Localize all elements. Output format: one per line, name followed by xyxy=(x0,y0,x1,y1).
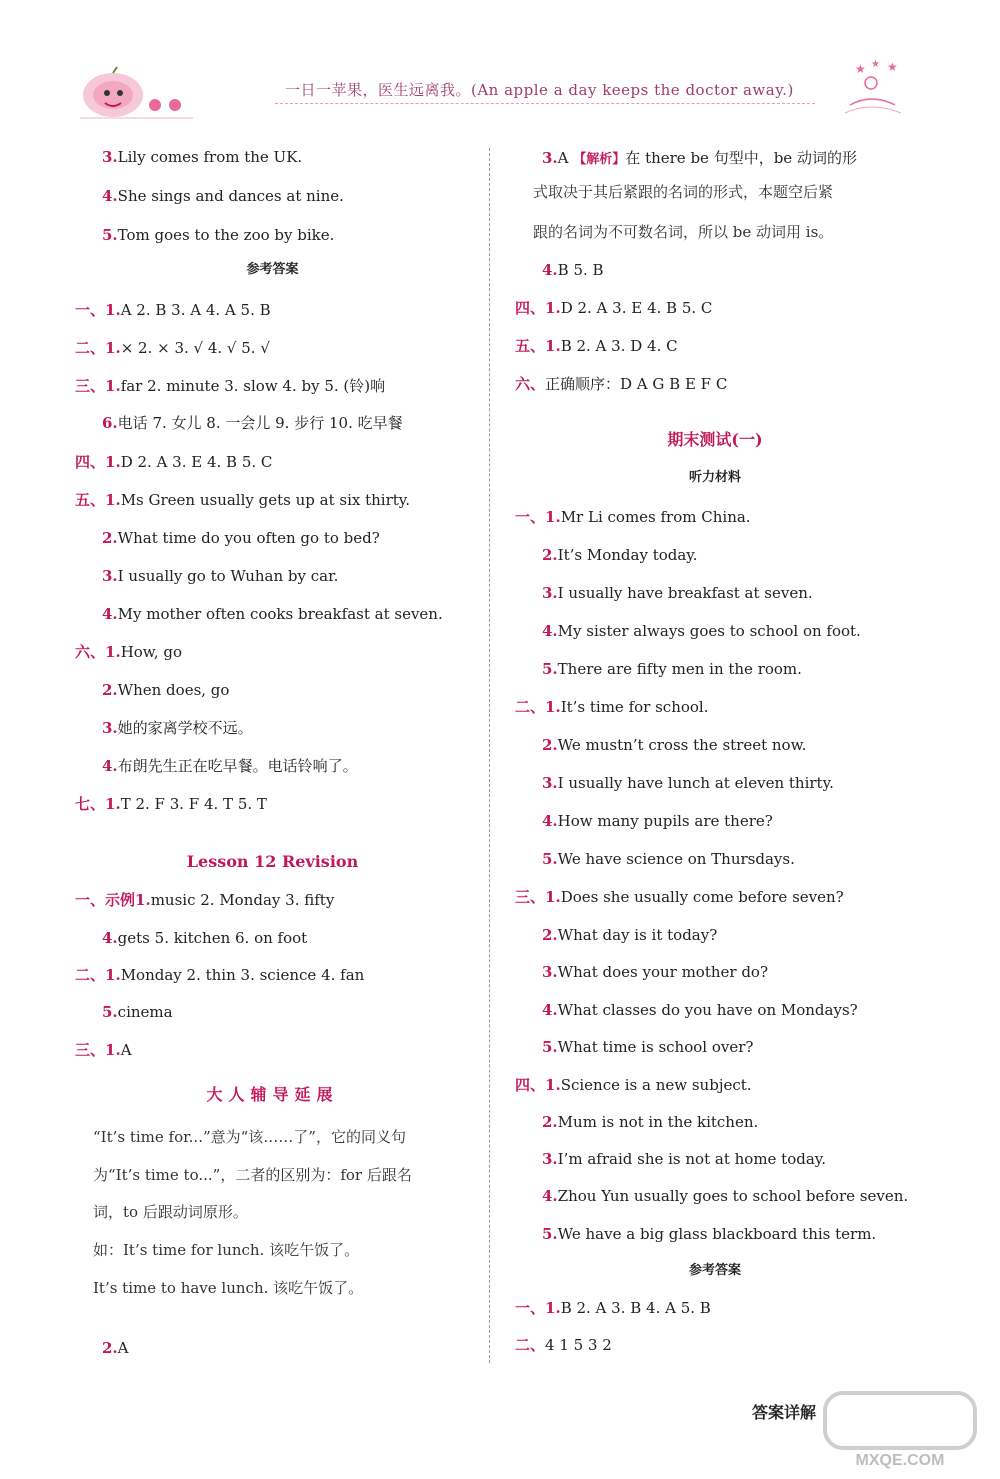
item-number: 2. xyxy=(102,1339,118,1357)
item-text: D 2. A 3. E 4. B 5. C xyxy=(560,299,713,317)
section-number: 五、 xyxy=(515,337,546,355)
item-number: 1. xyxy=(545,337,561,355)
item-text: gets 5. kitchen 6. on foot xyxy=(117,929,308,947)
item-number: 1. xyxy=(545,888,561,906)
item-text: What time is school over? xyxy=(557,1038,754,1056)
answer-line xyxy=(102,756,358,776)
item-text: A xyxy=(120,1041,132,1059)
item-number: 3. xyxy=(542,149,558,167)
lesson-title xyxy=(75,852,470,872)
svg-text:MXQE.COM: MXQE.COM xyxy=(855,1452,945,1469)
footer-label: 答案详解 xyxy=(752,1403,817,1422)
section-number: 二、 xyxy=(515,698,546,716)
item-number: 1. xyxy=(105,491,121,509)
answer-line xyxy=(102,1338,129,1358)
item-number: 3. xyxy=(542,584,558,602)
paragraph-text: “It’s time for...”意为“该……了”，它的同义句 xyxy=(93,1128,406,1146)
item-number: 1. xyxy=(105,643,121,661)
paragraph-text: 为“It’s time to...”，二者的区别为：for 后跟名 xyxy=(93,1166,412,1184)
paragraph-text: 词，to 后跟动词原形。 xyxy=(93,1203,248,1221)
section-number: 七、 xyxy=(75,795,106,813)
answer-line xyxy=(102,147,302,167)
answer-line xyxy=(102,604,443,624)
heading-text: 听力材料 xyxy=(688,470,741,485)
section-number: 四、 xyxy=(515,1076,546,1094)
answer-line xyxy=(75,890,334,910)
item-number: 1. xyxy=(545,508,561,526)
answer-line xyxy=(542,1037,753,1057)
item-text: far 2. minute 3. slow 4. by 5. (铃)响 xyxy=(120,377,386,395)
answer-line xyxy=(542,1112,758,1132)
item-number: 2. xyxy=(542,926,558,944)
answer-line xyxy=(515,1298,711,1318)
item-number: 2. xyxy=(542,736,558,754)
item-text: A xyxy=(557,149,574,167)
answer-line xyxy=(542,962,768,982)
item-number: 3. xyxy=(102,719,118,737)
item-text: I usually have lunch at eleven thirty. xyxy=(557,774,834,792)
item-text: Monday 2. thin 3. science 4. fan xyxy=(120,966,365,984)
header-rule xyxy=(275,103,815,104)
section-number: 一、 xyxy=(515,1299,546,1317)
answer-line xyxy=(542,148,857,170)
item-text: 4 1 5 3 2 xyxy=(545,1336,612,1354)
answer-line xyxy=(75,794,267,814)
answer-line xyxy=(542,621,861,641)
stars-decoration-icon xyxy=(835,57,925,119)
section-heading xyxy=(515,1261,915,1281)
answer-line xyxy=(102,413,403,433)
item-number: 1. xyxy=(105,339,121,357)
answer-line xyxy=(515,507,751,527)
answer-line xyxy=(542,849,795,869)
item-text: Science is a new subject. xyxy=(560,1076,752,1094)
paragraph-text: 式取决于其后紧跟的名词的形式，本题空后紧 xyxy=(533,183,834,201)
item-text: D 2. A 3. E 4. B 5. C xyxy=(120,453,273,471)
paragraph-line xyxy=(93,1165,412,1185)
paragraph-line xyxy=(93,1278,363,1298)
section-heading xyxy=(75,260,470,280)
answer-line xyxy=(515,336,678,356)
paragraph-line xyxy=(533,182,833,202)
item-text: B 2. A 3. B 4. A 5. B xyxy=(560,1299,711,1317)
item-text: What does your mother do? xyxy=(557,963,769,981)
analysis-tag: 【解析】 xyxy=(573,152,626,167)
section-number: 四、 xyxy=(75,453,106,471)
lesson-title-text: 期末测试(一) xyxy=(667,430,763,449)
answer-line xyxy=(542,659,802,679)
lesson-title xyxy=(515,430,915,450)
item-number: 4. xyxy=(102,929,118,947)
paragraph-line xyxy=(93,1202,248,1222)
item-number: 1. xyxy=(545,698,561,716)
answer-line xyxy=(102,566,338,586)
item-number: 1. xyxy=(135,891,151,909)
item-number: 3. xyxy=(102,148,118,166)
paragraph-line xyxy=(93,1127,406,1147)
item-text: cinema xyxy=(117,1003,173,1021)
section-number: 三、 xyxy=(515,888,546,906)
section-number: 四、 xyxy=(515,299,546,317)
item-text: We have a big glass blackboard this term. xyxy=(557,1225,877,1243)
section-number: 二、 xyxy=(75,966,106,984)
answer-line xyxy=(515,1335,612,1355)
item-text: B 2. A 3. D 4. C xyxy=(560,337,678,355)
section-number: 一、 xyxy=(515,508,546,526)
answer-line xyxy=(542,545,698,565)
svg-text:★: ★ xyxy=(855,62,866,76)
item-text: 布朗先生正在吃早餐。电话铃响了。 xyxy=(117,757,358,775)
item-text: My sister always goes to school on foot. xyxy=(557,622,861,640)
answer-line xyxy=(542,1224,876,1244)
heading-text: 参考答案 xyxy=(246,262,299,277)
item-text: B 5. B xyxy=(557,261,604,279)
answer-line xyxy=(102,680,229,700)
item-number: 5. xyxy=(542,1225,558,1243)
analysis-text: 在 there be 句型中，be 动词的形 xyxy=(625,149,857,167)
page-header xyxy=(0,55,1000,125)
item-text: I’m afraid she is not at home today. xyxy=(557,1150,827,1168)
lesson-title-text: Lesson 12 Revision xyxy=(186,852,359,871)
answer-line xyxy=(515,1075,752,1095)
svg-text:★: ★ xyxy=(871,59,880,70)
answer-line xyxy=(102,225,334,245)
section-number: 一、示例 xyxy=(75,891,136,909)
answer-line xyxy=(75,376,385,396)
heading-text: 参考答案 xyxy=(688,1263,741,1278)
item-text: I usually go to Wuhan by car. xyxy=(117,567,339,585)
item-text: Zhou Yun usually goes to school before seven. xyxy=(557,1187,909,1205)
item-number: 4. xyxy=(542,622,558,640)
answer-line xyxy=(542,925,717,945)
item-number: 5. xyxy=(102,226,118,244)
paragraph-text: 如：It’s time for lunch. 该吃午饭了。 xyxy=(93,1241,360,1259)
section-number: 二、 xyxy=(515,1336,546,1354)
item-text: T 2. F 3. F 4. T 5. T xyxy=(120,795,267,813)
section-number: 六、 xyxy=(75,643,106,661)
answer-line xyxy=(515,298,712,318)
paragraph-text: It’s time to have lunch. 该吃午饭了。 xyxy=(93,1279,364,1297)
item-text: What day is it today? xyxy=(557,926,718,944)
item-number: 5. xyxy=(542,660,558,678)
item-text: When does, go xyxy=(117,681,230,699)
item-text: Mum is not in the kitchen. xyxy=(557,1113,759,1131)
section-number: 六、 xyxy=(515,375,546,393)
item-number: 4. xyxy=(102,187,118,205)
item-number: 1. xyxy=(105,377,121,395)
answer-line xyxy=(542,735,806,755)
item-text: We mustn’t cross the street now. xyxy=(557,736,807,754)
item-number: 6. xyxy=(102,414,118,432)
watermark-logo xyxy=(820,1385,980,1470)
item-number: 5. xyxy=(542,1038,558,1056)
item-text: How, go xyxy=(120,643,183,661)
item-number: 2. xyxy=(542,546,558,564)
item-number: 1. xyxy=(545,299,561,317)
item-number: 4. xyxy=(542,812,558,830)
item-text: 正确顺序：D A G B E F C xyxy=(545,375,728,393)
paragraph-text: 跟的名词为不可数名词，所以 be 动词用 is。 xyxy=(533,223,834,241)
item-number: 1. xyxy=(105,1041,121,1059)
item-text: How many pupils are there? xyxy=(557,812,773,830)
item-number: 1. xyxy=(545,1076,561,1094)
item-text: 电话 7. 女儿 8. 一会儿 9. 步行 10. 吃早餐 xyxy=(117,414,403,432)
item-text: A xyxy=(117,1339,129,1357)
answer-line xyxy=(515,697,708,717)
answer-line xyxy=(75,965,364,985)
answer-line xyxy=(75,300,271,320)
item-text: Ms Green usually gets up at six thirty. xyxy=(120,491,411,509)
item-text: She sings and dances at nine. xyxy=(117,187,344,205)
item-number: 4. xyxy=(102,757,118,775)
extension-title xyxy=(75,1085,470,1105)
answer-line xyxy=(542,811,773,831)
answer-line xyxy=(542,1000,858,1020)
item-text: My mother often cooks breakfast at seven. xyxy=(117,605,443,623)
item-text: Lily comes from the UK. xyxy=(117,148,303,166)
item-number: 1. xyxy=(545,1299,561,1317)
item-text: × 2. × 3. √ 4. √ 5. √ xyxy=(120,339,270,357)
item-number: 2. xyxy=(542,1113,558,1131)
answer-line xyxy=(515,374,727,394)
item-number: 4. xyxy=(542,261,558,279)
item-text: music 2. Monday 3. fifty xyxy=(150,891,335,909)
item-number: 4. xyxy=(542,1187,558,1205)
answer-line xyxy=(75,490,410,510)
answer-line xyxy=(75,338,270,358)
paragraph-line xyxy=(533,222,833,242)
answer-line xyxy=(542,260,604,280)
answer-line xyxy=(102,928,307,948)
answer-line xyxy=(75,452,272,472)
item-text: What classes do you have on Mondays? xyxy=(557,1001,858,1019)
answer-line xyxy=(75,1040,132,1060)
item-number: 4. xyxy=(102,605,118,623)
extension-title-text: 大人辅导延展 xyxy=(206,1085,339,1104)
item-number: 3. xyxy=(542,963,558,981)
answer-line xyxy=(102,186,344,206)
item-text: It’s Monday today. xyxy=(557,546,698,564)
item-number: 2. xyxy=(102,681,118,699)
item-number: 1. xyxy=(105,966,121,984)
item-number: 1. xyxy=(105,453,121,471)
answer-line xyxy=(542,583,813,603)
item-number: 1. xyxy=(105,301,121,319)
answer-line xyxy=(515,887,844,907)
item-text: A 2. B 3. A 4. A 5. B xyxy=(120,301,271,319)
item-number: 5. xyxy=(542,850,558,868)
item-text: There are fifty men in the room. xyxy=(557,660,802,678)
answer-line xyxy=(542,1149,826,1169)
answer-line xyxy=(542,773,834,793)
item-number: 5. xyxy=(102,1003,118,1021)
item-text: I usually have breakfast at seven. xyxy=(557,584,813,602)
column-divider xyxy=(489,148,490,1363)
item-number: 1. xyxy=(105,795,121,813)
item-number: 3. xyxy=(102,567,118,585)
item-number: 3. xyxy=(542,1150,558,1168)
svg-text:★: ★ xyxy=(887,60,898,74)
item-text: Tom goes to the zoo by bike. xyxy=(117,226,335,244)
answer-line xyxy=(102,1002,173,1022)
apple-cartoon-icon xyxy=(75,65,195,120)
section-number: 三、 xyxy=(75,377,106,395)
paragraph-line xyxy=(93,1240,359,1260)
item-text: It’s time for school. xyxy=(560,698,709,716)
answer-line xyxy=(75,642,182,662)
section-number: 一、 xyxy=(75,301,106,319)
section-number: 二、 xyxy=(75,339,106,357)
header-motto: 一日一苹果，医生远离我。(An apple a day keeps the doctor away.) xyxy=(285,81,794,99)
item-text: What time do you often go to bed? xyxy=(117,529,380,547)
item-number: 4. xyxy=(542,1001,558,1019)
section-heading xyxy=(515,468,915,488)
answer-line xyxy=(102,528,380,548)
item-number: 2. xyxy=(102,529,118,547)
section-number: 三、 xyxy=(75,1041,106,1059)
section-number: 五、 xyxy=(75,491,106,509)
item-number: 3. xyxy=(542,774,558,792)
item-text: 她的家离学校不远。 xyxy=(117,719,253,737)
answer-line xyxy=(102,718,253,738)
item-text: Does she usually come before seven? xyxy=(560,888,844,906)
item-text: We have science on Thursdays. xyxy=(557,850,795,868)
answer-line xyxy=(542,1186,908,1206)
item-text: Mr Li comes from China. xyxy=(560,508,751,526)
